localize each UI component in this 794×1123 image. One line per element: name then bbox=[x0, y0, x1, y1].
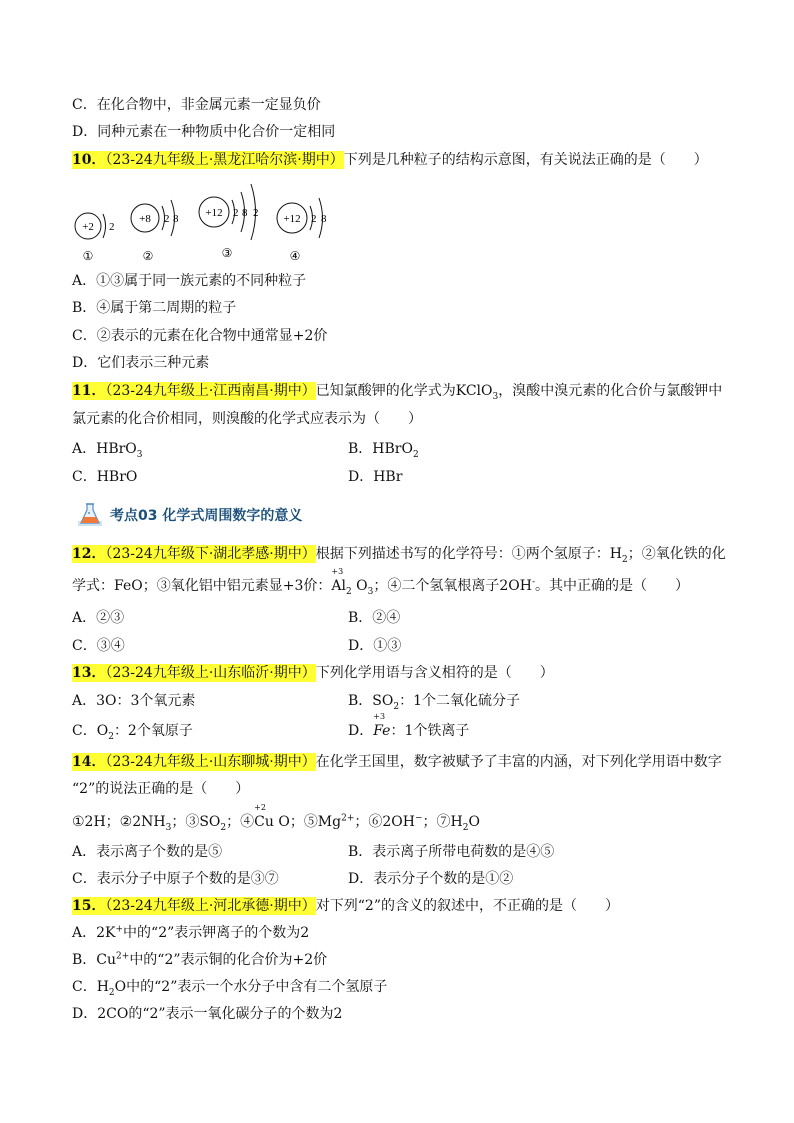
q15-option-b-b: 中的“2”表示铜的化合价为+2价 bbox=[129, 952, 328, 968]
q10-stem bbox=[72, 150, 722, 170]
q13-stem-text: 下列化学用语与含义相符的是（ ） bbox=[315, 665, 554, 681]
q13-options-row1 bbox=[72, 691, 722, 711]
q10-stem-text: 下列是几种粒子的结构示意图，有关说法正确的是（ ） bbox=[343, 152, 708, 168]
q11-stem-b: ，溴酸中溴元素的化合价与氯酸钾中 bbox=[498, 383, 723, 399]
q14-item-2-sub: 3 bbox=[165, 822, 172, 833]
section-title: 考点03 化学式周围数字的意义 bbox=[110, 508, 303, 524]
q13-option-c-sub: 2 bbox=[108, 731, 114, 742]
q15-stem-text: 对下列“2”的含义的叙述中，不正确的是（ ） bbox=[315, 898, 619, 914]
structure-4-label: ④ bbox=[289, 249, 301, 263]
structure-4 bbox=[277, 198, 327, 263]
q12-option-b[interactable]: B．②④ bbox=[348, 610, 401, 626]
structure-3-shell-3: 2 bbox=[253, 207, 259, 219]
q14-item-4-o: O bbox=[278, 814, 290, 830]
structure-1-nucleus: +2 bbox=[82, 221, 94, 233]
q13-stem bbox=[72, 663, 722, 683]
q15-option-a-sup: + bbox=[115, 924, 124, 935]
q13-option-c[interactable] bbox=[72, 723, 193, 742]
q13-option-d-formula bbox=[373, 712, 391, 741]
q14-item-4-element: Cu bbox=[254, 814, 274, 830]
q15-option-b-a: B．Cu bbox=[72, 952, 117, 968]
q9-option-d[interactable]: D．同种元素在一种物质中化合价一定相同 bbox=[72, 124, 336, 140]
structure-3-shell-2: 8 bbox=[242, 207, 248, 219]
q14-item-1: ①2H； bbox=[72, 814, 120, 830]
q13-option-c-a: C．O bbox=[72, 723, 109, 739]
q12-options-row1 bbox=[72, 608, 722, 628]
q14-item-7-end: O bbox=[468, 814, 480, 830]
q15-stem bbox=[72, 896, 722, 916]
q12-o-sub: 3 bbox=[367, 586, 374, 597]
q14-item-6: ⑥2OH bbox=[368, 814, 415, 830]
q13-option-d[interactable] bbox=[348, 712, 470, 741]
q14-option-a[interactable]: A．表示离子个数的是⑤ bbox=[72, 844, 223, 860]
q11-option-b-sub: 2 bbox=[412, 449, 419, 460]
q13-options-row2 bbox=[72, 712, 722, 742]
q14-item-4-end: ； bbox=[289, 814, 304, 830]
q14-item-7: ⑦H bbox=[436, 814, 463, 830]
structure-1-label: ① bbox=[82, 249, 94, 263]
q15-number: 15． bbox=[72, 898, 106, 914]
q14-stem-text: 在化学王国里，数字被赋予了丰富的内涵，对下列化学用语中数字 bbox=[315, 754, 722, 770]
q14-item-5-sup: 2+ bbox=[341, 813, 355, 824]
q11-stem-a: 已知氯酸钾的化学式为KClO bbox=[315, 383, 493, 399]
q11-option-a[interactable] bbox=[72, 441, 143, 460]
q14-item-7-sub: 2 bbox=[462, 822, 469, 833]
q12-stem-a: 根据下列描述书写的化学符号：①两个氢原子：H bbox=[315, 546, 622, 562]
q14-item-4-formula bbox=[254, 803, 274, 832]
q15-option-c-b: O中的“2”表示一个水分子中含有二个氢原子 bbox=[114, 979, 388, 995]
q15-option-b[interactable] bbox=[72, 950, 722, 970]
q12-stem-a-sub: 2 bbox=[621, 554, 628, 565]
q14-option-c[interactable]: C．表示分子中原子个数的是③⑦ bbox=[72, 871, 279, 887]
q11-option-b-text: B．HBrO bbox=[348, 441, 413, 457]
structure-3 bbox=[199, 184, 259, 260]
q14-source: （23-24九年级上·山东聊城·期中） bbox=[105, 754, 316, 770]
q13-option-d-prefix: D． bbox=[348, 723, 374, 739]
structure-2-shell-2: 8 bbox=[173, 213, 179, 225]
q14-item-2: ②2NH bbox=[119, 814, 166, 830]
q15-option-b-sup: 2+ bbox=[116, 951, 130, 962]
q12-stem2-c: 。其中正确的是（ ） bbox=[535, 578, 689, 594]
q14-item-4: ④ bbox=[240, 814, 255, 830]
q14-option-b[interactable]: B．表示离子所带电荷数的是④⑤ bbox=[348, 844, 555, 860]
q14-number: 14． bbox=[72, 754, 106, 770]
q14-options-row2 bbox=[72, 869, 722, 889]
q13-number: 13． bbox=[72, 665, 106, 681]
q14-stem-line2: “2”的说法正确的是（ ） bbox=[72, 781, 250, 797]
q11-option-a-sub: 3 bbox=[136, 449, 143, 460]
q11-source: （23-24九年级上·江西南昌·期中） bbox=[105, 383, 316, 399]
q10-option-b[interactable]: B．④属于第二周期的粒子 bbox=[72, 300, 237, 316]
q12-stem2-b: ；④二个氢氧根离子2OH bbox=[373, 578, 532, 594]
q12-stem2-sup: - bbox=[531, 577, 535, 588]
q13-option-d-b: ：1个铁离子 bbox=[390, 723, 470, 739]
structure-1-shell-1: 2 bbox=[109, 221, 115, 233]
q10-option-c[interactable]: C．②表示的元素在化合物中通常显+2价 bbox=[72, 328, 328, 344]
q10-number: 10． bbox=[72, 152, 106, 168]
structure-2-nucleus: +8 bbox=[139, 213, 151, 225]
q14-item-3: ③SO bbox=[185, 814, 221, 830]
q14-option-d[interactable]: D．表示分子个数的是①② bbox=[348, 871, 514, 887]
q14-item-5: ⑤Mg bbox=[303, 814, 342, 830]
q15-source: （23-24九年级上·河北承德·期中） bbox=[105, 898, 316, 914]
q12-option-c[interactable]: C．③④ bbox=[72, 638, 125, 654]
q11-options-row1 bbox=[72, 439, 722, 459]
q14-item-3-sub: 2 bbox=[220, 822, 227, 833]
q11-stem-line2: 氯元素的化合价相同，则溴酸的化学式应表示为（ ） bbox=[72, 411, 422, 427]
q11-options-row2 bbox=[72, 467, 722, 487]
structure-2 bbox=[131, 200, 179, 263]
q11-stem-sub: 3 bbox=[492, 391, 499, 402]
q10-option-a[interactable]: A．①③属于同一族元素的不同种粒子 bbox=[72, 273, 307, 289]
q12-oxidation-formula bbox=[331, 567, 346, 596]
q12-stem-line2 bbox=[72, 567, 722, 597]
q13-option-b[interactable] bbox=[348, 691, 520, 711]
q12-source: （23-24九年级下·湖北孝感·期中） bbox=[105, 546, 316, 562]
q13-source: （23-24九年级上·山东临沂·期中） bbox=[105, 665, 316, 681]
q12-number: 12． bbox=[72, 546, 106, 562]
atomic-structure-figure bbox=[72, 176, 342, 264]
q11-option-d[interactable]: D．HBr bbox=[348, 469, 403, 485]
q10-source: （23-24九年级上·黑龙江哈尔滨·期中） bbox=[105, 152, 344, 168]
structure-1 bbox=[75, 213, 115, 263]
q12-stem-b: ；②氧化铁的化 bbox=[627, 546, 726, 562]
q14-options-row1 bbox=[72, 842, 722, 862]
structure-3-nucleus: +12 bbox=[205, 207, 223, 219]
q12-option-d[interactable]: D．①③ bbox=[348, 638, 402, 654]
q13-option-a[interactable]: A．3O：3个氧元素 bbox=[72, 693, 196, 709]
q15-option-a-a: A．2K bbox=[72, 925, 116, 941]
q12-stem2-a: 学式：FeO；③氧化铝中铝元素显+3价： bbox=[72, 578, 332, 594]
q12-options-row2 bbox=[72, 636, 722, 656]
q10-option-d[interactable]: D．它们表示三种元素 bbox=[72, 355, 210, 371]
q12-stem bbox=[72, 544, 726, 565]
q13-option-b-sub: 2 bbox=[393, 701, 400, 712]
q14-item-2-end: ； bbox=[171, 814, 186, 830]
q15-option-d[interactable]: D．2CO的“2”表示一氧化碳分子的个数为2 bbox=[72, 1006, 343, 1022]
q11-option-b[interactable] bbox=[348, 439, 419, 459]
q14-items bbox=[72, 803, 722, 833]
q13-option-d-oxidation: +3 bbox=[373, 712, 386, 721]
structure-4-nucleus: +12 bbox=[283, 213, 301, 225]
q9-option-c[interactable]: C．在化合物中，非金属元素一定显负价 bbox=[72, 97, 321, 113]
structure-4-shell-1: 2 bbox=[311, 213, 317, 225]
q13-option-d-element: Fe bbox=[373, 723, 391, 739]
q12-element-o: O bbox=[356, 578, 368, 594]
structure-3-shell-1: 2 bbox=[233, 207, 239, 219]
q12-option-a[interactable]: A．②③ bbox=[72, 610, 125, 626]
structure-2-shell-1: 2 bbox=[164, 213, 170, 225]
q12-al-sub: 2 bbox=[345, 586, 352, 597]
q15-option-c[interactable] bbox=[72, 977, 722, 997]
structure-4-shell-2: 8 bbox=[321, 213, 327, 225]
q14-stem bbox=[72, 752, 722, 772]
q13-option-b-a: B．SO bbox=[348, 693, 394, 709]
q14-item-4-oxidation: +2 bbox=[254, 803, 266, 812]
q14-item-5-end: ； bbox=[354, 814, 369, 830]
flask-icon bbox=[76, 501, 104, 529]
q12-element-al: Al bbox=[331, 578, 346, 594]
q13-option-b-b: ：1个二氧化硫分子 bbox=[399, 693, 521, 709]
q11-stem bbox=[72, 381, 722, 401]
structure-3-label: ③ bbox=[221, 246, 233, 260]
q14-item-6-end: ； bbox=[422, 814, 437, 830]
section-heading bbox=[76, 500, 302, 530]
q15-option-a-b: 中的“2”表示钾离子的个数为2 bbox=[123, 925, 310, 941]
q11-option-a-text: A．HBrO bbox=[72, 441, 137, 457]
q15-option-a[interactable] bbox=[72, 923, 722, 943]
q15-option-c-a: C．H bbox=[72, 979, 109, 995]
q13-option-c-b: ：2个氧原子 bbox=[113, 723, 193, 739]
q11-option-c[interactable]: C．HBrO bbox=[72, 469, 138, 485]
structure-2-label: ② bbox=[142, 249, 154, 263]
q15-option-c-sub: 2 bbox=[108, 987, 115, 998]
q14-item-3-end: ； bbox=[226, 814, 241, 830]
q14-item-6-sup: − bbox=[414, 813, 423, 824]
q12-oxidation-state: +3 bbox=[331, 567, 344, 576]
q11-number: 11． bbox=[72, 383, 106, 399]
